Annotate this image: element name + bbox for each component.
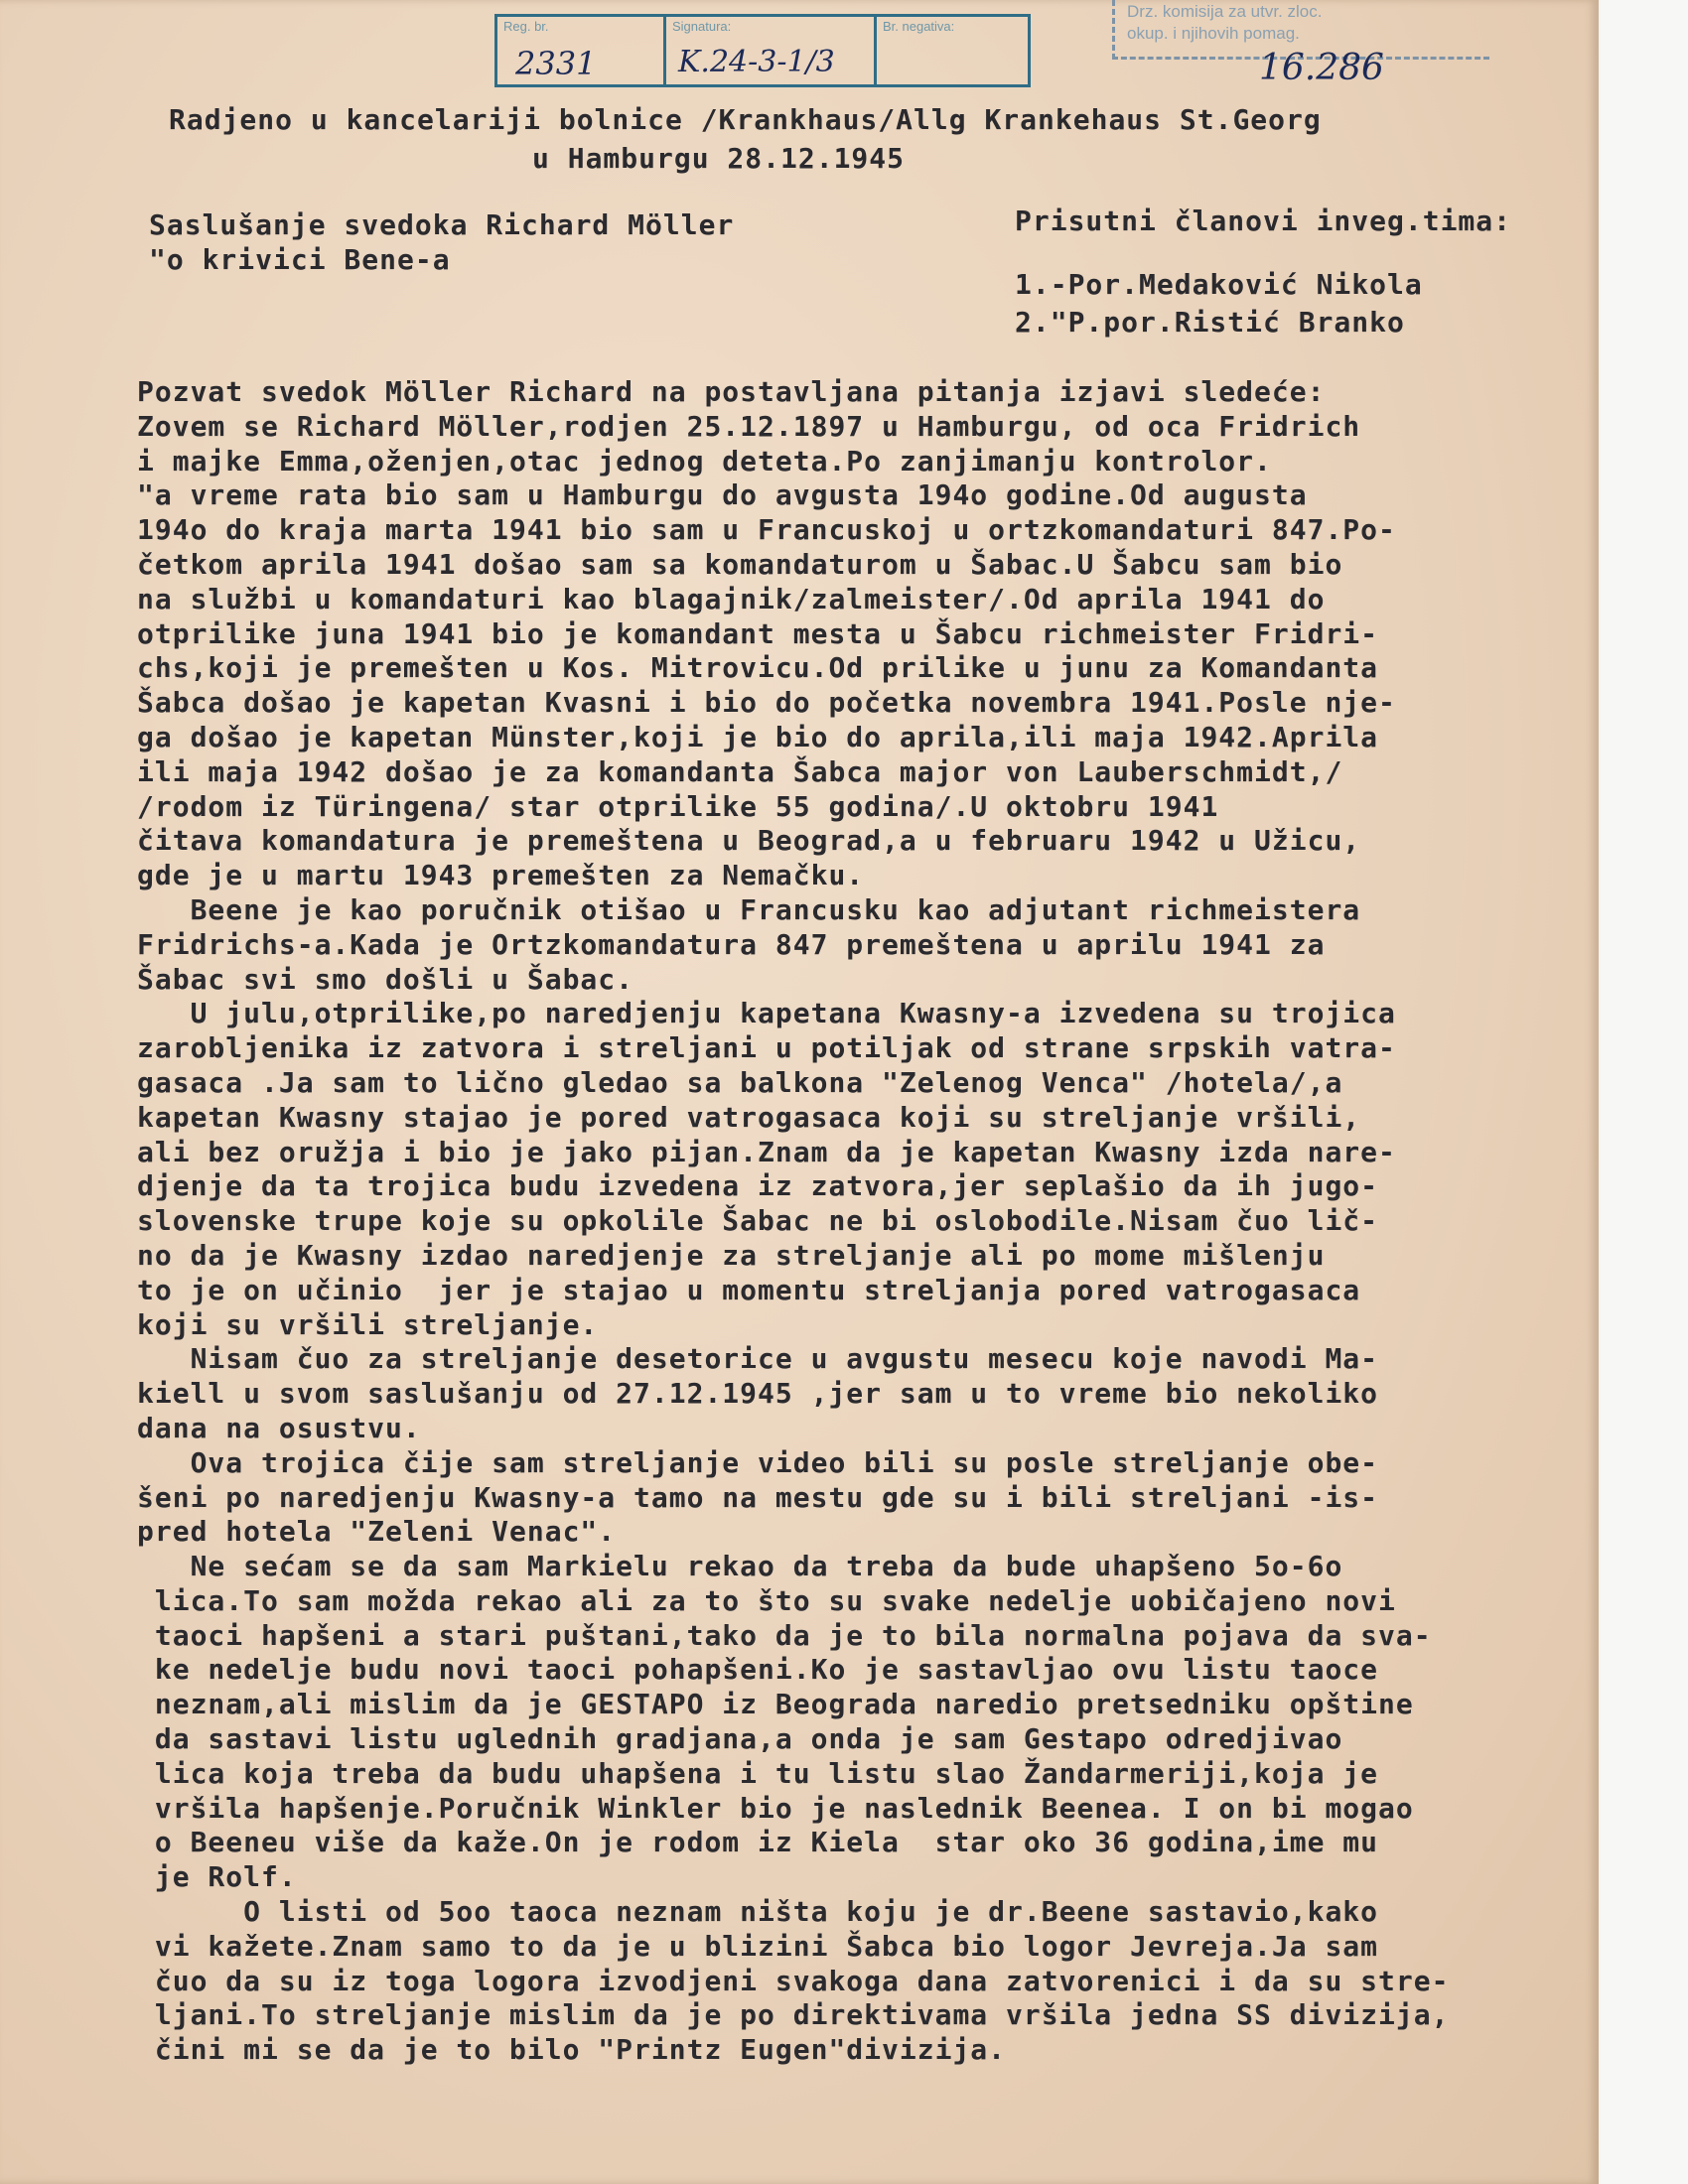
statement-line: U julu,otprilike,po naredjenju kapetana Kwasny-a izvedena su trojica [137,997,1396,1030]
statement-line: Ova trojica čije sam streljanje video bili su posle streljanje obe- [137,1445,1379,1479]
statement-line: pred hotela "Zeleni Venac". [137,1515,617,1549]
statement-line: kapetan Kwasny stajao je pored vatrogasaca koji su streljanje vršili, [137,1100,1361,1134]
scan-margin [1601,0,1688,2184]
statement-line: kiell u svom saslušanju od 27.12.1945 ,jer sam u to vreme bio nekoliko [137,1377,1379,1411]
statement-line: vi kažete.Znam samo to da je u blizini Šabca bio logor Jevreja.Ja sam [137,1929,1379,1963]
subject-line: Saslušanje svedoka Richard Möller [149,208,735,241]
statement-line: 194o do kraja marta 1941 bio sam u Francuskoj u ortzkomandaturi 847.Po- [137,513,1396,547]
stamp-value: K.24-3-1/3 [678,45,835,79]
statement-line: Šabca došao je kapetan Kvasni i bio do početka novembra 1941.Posle nje- [137,686,1396,720]
statement-line: chs,koji je premešten u Kos. Mitrovicu.Od prilike u junu za Komandanta [137,651,1379,685]
statement-line: taoci hapšeni a stari puštani,tako da je to bila normalna pojava da sva- [137,1618,1432,1652]
statement-line: dana na osustvu. [137,1411,421,1444]
statement-line: šeni po naredjenju Kwasny-a tamo na mestu gde su i bili streljani -is- [137,1480,1379,1514]
statement-line: otprilike juna 1941 bio je komandant mesta u Šabcu richmeister Fridri- [137,616,1379,650]
statement-line: o Beeneu više da kaže.On je rodom iz Kiela star oko 36 godina,ime mu [137,1826,1379,1859]
header-place-line: Radjeno u kancelariji bolnice /Krankhaus/Allg Krankehaus St.Georg [169,103,1322,136]
statement-line: ljani.To streljanje mislim da je po direktivama vršila jedna SS divizija, [137,1998,1450,2032]
statement-line: da sastavi listu uglednih gradjana,a onda je sam Gestapo odredjivao [137,1722,1343,1756]
statement-line: lica koja treba da budu uhapšena i tu listu slao Žandarmeriji,koja je [137,1756,1379,1790]
statement-line: Šabac svi smo došli u Šabac. [137,962,634,996]
statement-line: Pozvat svedok Möller Richard na postavljana pitanja izjavi sledeće: [137,375,1326,408]
commission-stamp-line: Drz. komisija za utvr. zloc. [1127,2,1323,21]
stamp-value: 2331 [515,45,597,82]
statement-line: no da je Kwasny izdao naredjenje za streljanje ali po mome mišlenju [137,1238,1326,1272]
statement-line: lica.To sam možda rekao ali za to što su svake nedelje uobičajeno novi [137,1583,1396,1617]
statement-line: na službi u komandaturi kao blagajnik/zalmeister/.Od aprila 1941 do [137,582,1326,615]
header-date-line: u Hamburgu 28.12.1945 [532,142,906,175]
statement-body [137,375,1449,2068]
statement-line: "a vreme rata bio sam u Hamburgu do avgusta 194o godine.Od augusta [137,478,1308,512]
statement-line: gasaca .Ja sam to lično gledao sa balkona "Zelenog Venca" /hotela/,a [137,1065,1343,1099]
statement-line: i majke Emma,oženjen,otac jednog deteta.Po zanjimanju kontrolor. [137,444,1272,478]
stamp-cell-negative [877,17,1028,84]
statement-line: četkom aprila 1941 došao sam sa komandaturom u Šabac.U Šabcu sam bio [137,547,1343,581]
registration-stamp [494,14,1031,87]
statement-line: vršila hapšenje.Poručnik Winkler bio je naslednik Beenea. I on bi mogao [137,1791,1414,1825]
statement-line: to je on učinio jer je stajao u momentu streljanja pored vatrogasaca [137,1273,1361,1306]
statement-line: /rodom iz Türingena/ star otprilike 55 godina/.U oktobru 1941 [137,789,1219,823]
statement-line: čitava komandatura je premeštena u Beograd,a u februaru 1942 u Užicu, [137,824,1361,858]
archive-number: 16.286 [1259,48,1384,88]
team-heading: Prisutni članovi inveg.tima: [1015,205,1512,237]
statement-line: ali bez oružja i bio je jako pijan.Znam da je kapetan Kwasny izda nare- [137,1135,1396,1168]
statement-line: Beene je kao poručnik otišao u Francusku kao adjutant richmeistera [137,892,1361,926]
statement-line: koji su vršili streljanje. [137,1307,599,1341]
statement-line: zarobljenika iz zatvora i streljani u potiljak od strane srpskih vatra- [137,1031,1396,1065]
subject-line: "o krivici Bene-a [149,243,451,276]
statement-line: čuo da su iz toga logora izvodjeni svakoga dana zatvorenici i da su stre- [137,1964,1450,1997]
statement-line: Nisam čuo za streljanje desetorice u avgustu mesecu koje navodi Ma- [137,1342,1379,1376]
stamp-label: Reg. br. [503,19,549,34]
team-member: 2."P.por.Ristić Branko [1015,306,1405,339]
statement-line: O listi od 5oo taoca neznam ništa koju je dr.Beene sastavio,kako [137,1895,1379,1929]
team-member: 1.-Por.Medaković Nikola [1015,268,1423,301]
stamp-cell-reg [497,17,666,84]
statement-line: djenje da ta trojica budu izvedena iz zatvora,jer seplašio da ih jugo- [137,1169,1379,1203]
statement-line: Fridrichs-a.Kada je Ortzkomandatura 847 premeštena u aprilu 1941 za [137,927,1326,961]
stamp-label: Br. negativa: [883,19,955,34]
statement-line: ke nedelje budu novi taoci pohapšeni.Ko je sastavljao ovu listu taoce [137,1653,1379,1687]
stamp-label: Signatura: [672,19,732,34]
statement-line: čini mi se da je to bilo "Printz Eugen"divizija. [137,2033,1007,2067]
commission-stamp-line: okup. i njihovih pomag. [1127,24,1300,43]
statement-line: gde je u martu 1943 premešten za Nemačku. [137,859,865,892]
statement-line: je Rolf. [137,1860,297,1894]
statement-line: slovenske trupe koje su opkolile Šabac ne bi oslobodile.Nisam čuo lič- [137,1204,1379,1238]
statement-line: ili maja 1942 došao je za komandanta Šabca major von Lauberschmidt,/ [137,754,1343,788]
stamp-cell-signature [666,17,877,84]
statement-line: ga došao je kapetan Münster,koji je bio do aprila,ili maja 1942.Aprila [137,720,1379,753]
statement-line: Ne sećam se da sam Markielu rekao da treba da bude uhapšeno 5o-6o [137,1550,1343,1583]
statement-line: Zovem se Richard Möller,rodjen 25.12.1897 u Hamburgu, od oca Fridrich [137,409,1361,443]
statement-line: neznam,ali mislim da je GESTAPO iz Beograda naredio pretsedniku opštine [137,1688,1414,1721]
